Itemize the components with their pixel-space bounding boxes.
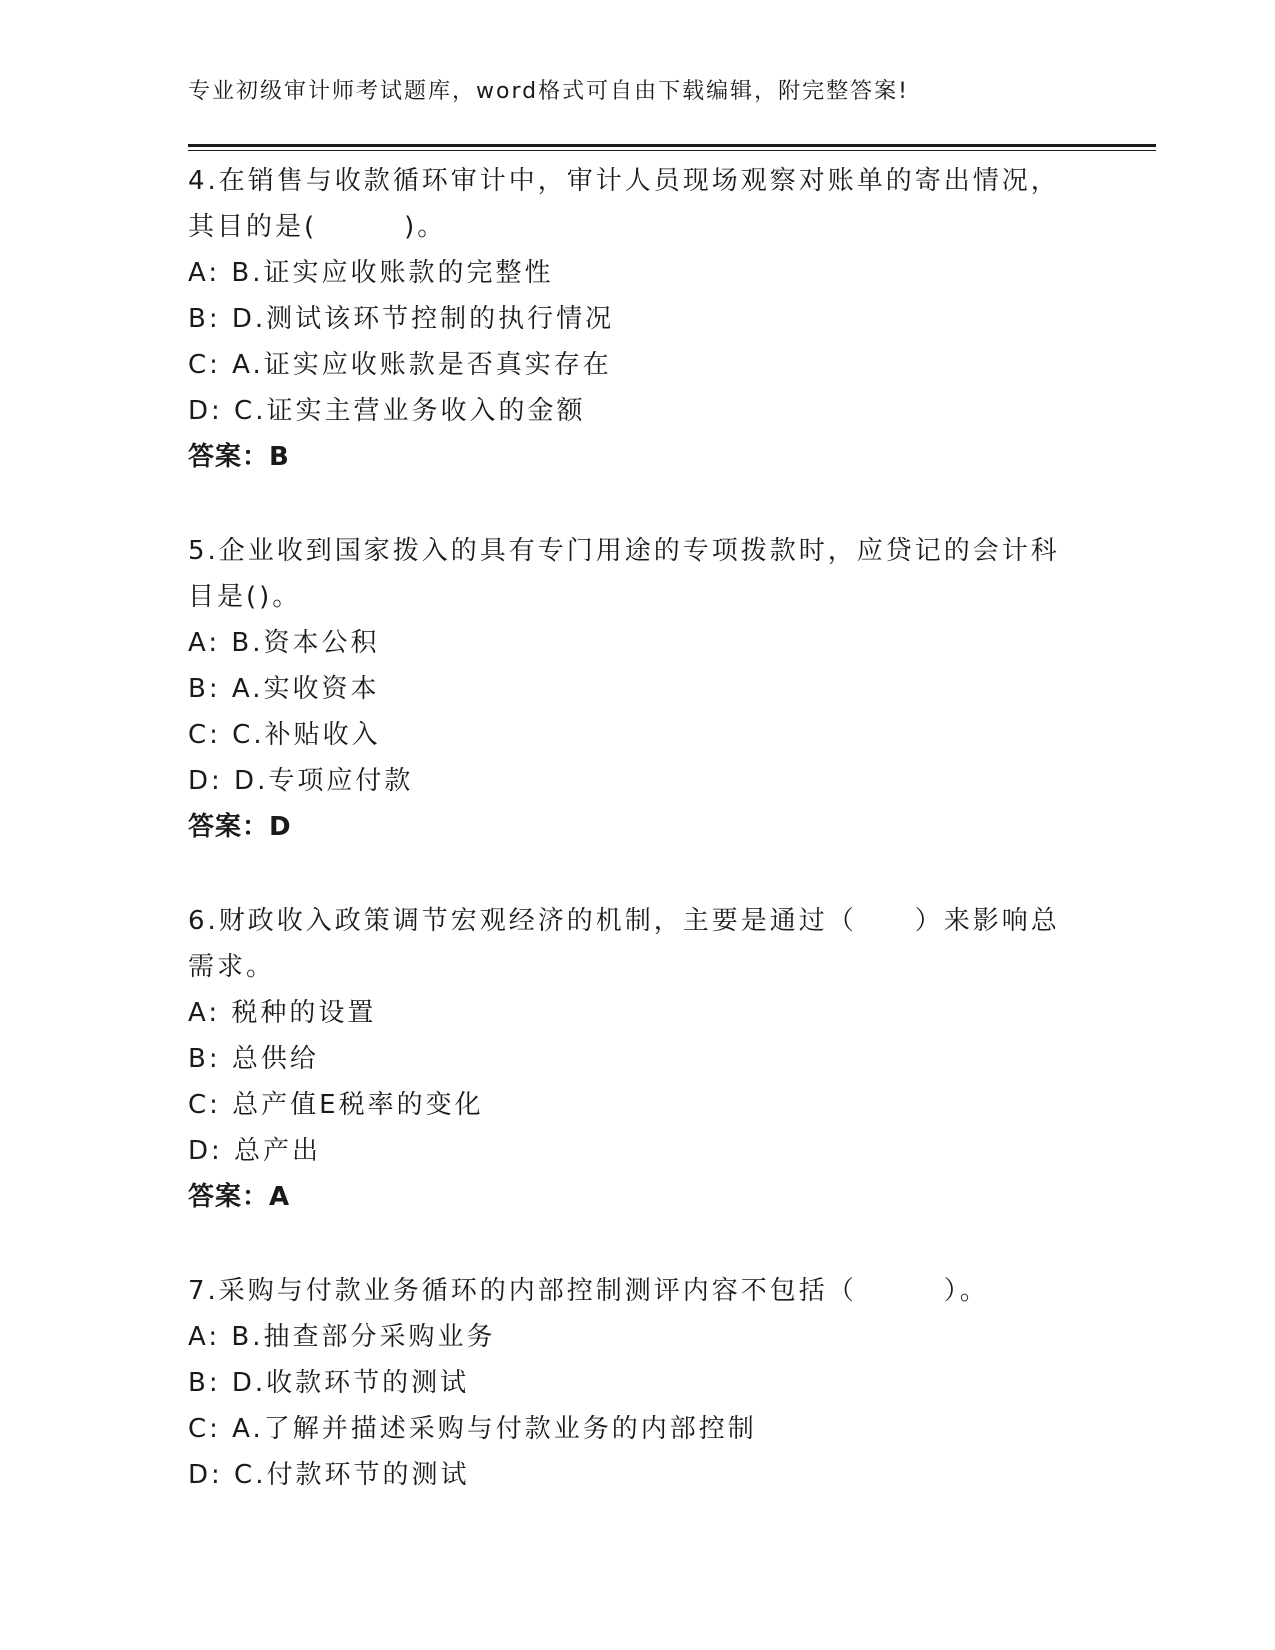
question-text: 5.企业收到国家拨入的具有专门用途的专项拨款时，应贷记的会计科目是()。: [188, 536, 1060, 612]
spacer: [188, 850, 1088, 898]
header-rule-thick: [188, 144, 1156, 147]
option-c: C: 总产值E税率的变化: [188, 1090, 484, 1120]
option-a: A: B.抽查部分采购业务: [188, 1322, 496, 1352]
spacer: [188, 480, 1088, 528]
question-6: [188, 898, 1088, 1220]
question-4: [188, 158, 1088, 480]
question-5: [188, 528, 1088, 850]
header-rule-thin: [188, 150, 1156, 151]
option-c: C: C.补贴收入: [188, 720, 381, 750]
option-d: D: C.付款环节的测试: [188, 1460, 470, 1490]
question-list: [188, 158, 1088, 1498]
answer: 答案：A: [188, 1182, 291, 1212]
question-text: 4.在销售与收款循环审计中，审计人员现场观察对账单的寄出情况，其目的是( )。: [188, 166, 1060, 242]
option-d: D: D.专项应付款: [188, 766, 414, 796]
option-b: B: D.测试该环节控制的执行情况: [188, 304, 615, 334]
answer: 答案：D: [188, 812, 292, 842]
option-d: D: C.证实主营业务收入的金额: [188, 396, 586, 426]
question-text: 7.采购与付款业务循环的内部控制测评内容不包括（ ）。: [188, 1276, 989, 1306]
option-d: D: 总产出: [188, 1136, 322, 1166]
question-7: [188, 1268, 1088, 1498]
answer: 答案：B: [188, 442, 290, 472]
option-c: C: A.证实应收账款是否真实存在: [188, 350, 612, 380]
option-a: A: B.资本公积: [188, 628, 380, 658]
option-a: A: B.证实应收账款的完整性: [188, 258, 554, 288]
option-b: B: A.实收资本: [188, 674, 380, 704]
option-b: B: 总供给: [188, 1044, 319, 1074]
option-b: B: D.收款环节的测试: [188, 1368, 470, 1398]
option-a: A: 税种的设置: [188, 998, 377, 1028]
spacer: [188, 1220, 1088, 1268]
question-text: 6.财政收入政策调节宏观经济的机制，主要是通过（ ）来影响总需求。: [188, 906, 1060, 982]
option-c: C: A.了解并描述采购与付款业务的内部控制: [188, 1414, 757, 1444]
page-header: 专业初级审计师考试题库，word格式可自由下载编辑，附完整答案!: [188, 79, 909, 104]
